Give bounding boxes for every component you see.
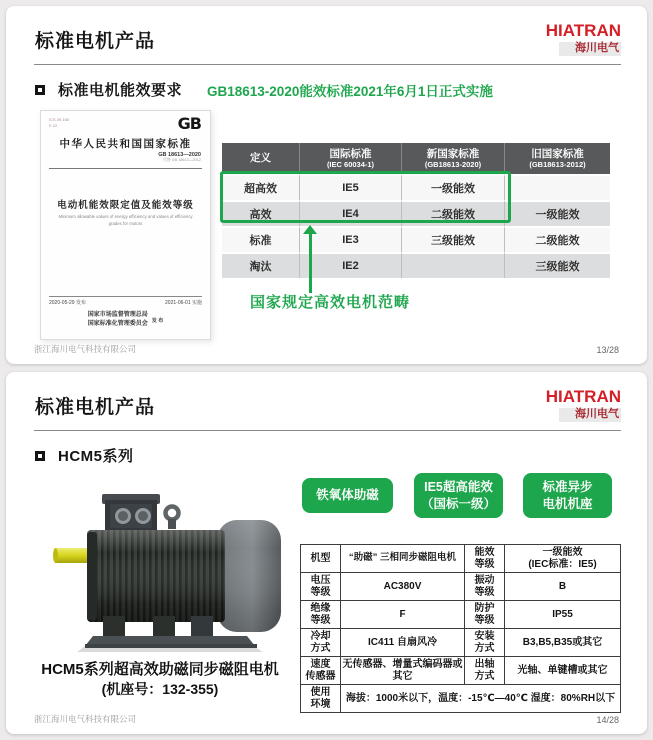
feature-badge-ie5: IE5超高能效 （国标一级） — [414, 473, 503, 518]
cover-doc-title: 电动机能效限定值及能效等级 — [57, 200, 194, 211]
page-number: 13/28 — [596, 345, 619, 355]
cover-replaces: 代替 GB 18613—2012 — [163, 158, 201, 162]
slide-title: 标准电机产品 — [35, 397, 156, 418]
section-header — [35, 445, 134, 466]
header-divider — [34, 64, 621, 65]
logo-company-name: 海川电气 — [559, 42, 621, 56]
feature-badge-ferrite: 铁氧体助磁 — [302, 478, 393, 513]
spec-label: 电压 等级 — [301, 573, 341, 601]
t1-header-definition: 定义 — [222, 143, 300, 174]
highlight-box — [220, 171, 511, 223]
t1-cell: 高效 — [222, 200, 300, 226]
t1-cell: 标准 — [222, 226, 300, 252]
spec-row — [301, 657, 621, 685]
spec-row — [301, 573, 621, 601]
spec-value: B — [505, 573, 621, 601]
t1-cell: 三级能效 — [402, 226, 505, 252]
logo-company-name: 海川电气 — [559, 408, 621, 422]
t1-cell: IE2 — [300, 252, 402, 278]
t1-cell: 二级能效 — [505, 226, 610, 252]
motor-illustration — [41, 488, 291, 656]
section-title: 标准电机能效要求 — [58, 82, 183, 99]
spec-row — [301, 629, 621, 657]
spec-label: 出轴 方式 — [465, 657, 505, 685]
spec-row — [301, 685, 621, 713]
square-bullet-icon — [35, 85, 45, 95]
logo-brand-text: HIATRAN — [545, 21, 621, 40]
spec-value: “助磁” 三相同步磁阻电机 — [341, 545, 465, 573]
section-header — [35, 79, 493, 100]
t1-cell: 一级能效 — [505, 200, 610, 226]
slide-13 — [6, 6, 647, 364]
spec-value: B3,B5,B35或其它 — [505, 629, 621, 657]
t1-cell — [402, 252, 505, 278]
gb-logo: GB — [177, 114, 201, 133]
spec-value: F — [341, 601, 465, 629]
t1-cell: IE5 — [300, 174, 402, 200]
motor-caption: HCM5系列超高效助磁同步磁阻电机 (机座号：132-355) — [41, 661, 279, 697]
cover-issue-date: 2020-05-29 发布 — [49, 300, 86, 306]
spec-label: 冷却 方式 — [301, 629, 341, 657]
spec-row — [301, 545, 621, 573]
footer-company: 浙江海川电气科技有限公司 — [34, 714, 137, 724]
t1-header-old-national: 旧国家标准 (GB18613-2012) — [505, 143, 610, 174]
spec-value: IC411 自扇风冷 — [341, 629, 465, 657]
t1-cell: 二级能效 — [402, 200, 505, 226]
t1-header-international: 国际标准 (IEC 60034-1) — [300, 143, 402, 174]
spec-label: 速度 传感器 — [301, 657, 341, 685]
company-logo — [546, 388, 621, 422]
gb-standard-cover — [40, 110, 211, 340]
t1-cell: IE4 — [300, 200, 402, 226]
section-title: HCM5系列 — [58, 448, 134, 465]
t1-cell: 淘汰 — [222, 252, 300, 278]
section-note: GB18613-2020能效标准2021年6月1日正式实施 — [207, 83, 493, 99]
t1-cell — [505, 174, 610, 200]
spec-label: 机型 — [301, 545, 341, 573]
spec-value: 无传感器、增量式编码器或其它 — [341, 657, 465, 685]
spec-label: 能效 等级 — [465, 545, 505, 573]
t1-cell: 一级能效 — [402, 174, 505, 200]
spec-label: 绝缘 等级 — [301, 601, 341, 629]
page-number: 14/28 — [596, 715, 619, 725]
spec-label: 使用 环境 — [301, 685, 341, 713]
cover-standard-number: GB 18613—2020 代替 GB 18613—2012 — [158, 152, 201, 162]
t1-header-new-national: 新国家标准 (GB18613-2020) — [402, 143, 505, 174]
spec-table — [300, 544, 621, 713]
spec-value: IP55 — [505, 601, 621, 629]
spec-value: 一级能效 (IEC标准：IE5) — [505, 545, 621, 573]
annotation-text: 国家规定高效电机范畴 — [250, 294, 411, 311]
square-bullet-icon — [35, 451, 45, 461]
cover-doc-subtitle-en: Minimum allowable values of energy efficiency and values of efficiency grades for motors — [58, 214, 193, 226]
spec-value: 光轴、单键槽或其它 — [505, 657, 621, 685]
cover-ics-codes: ICS 29.160 K 22 — [49, 117, 70, 128]
spec-row — [301, 601, 621, 629]
spec-label: 安装 方式 — [465, 629, 505, 657]
spec-value: 海拔：1000米以下，温度：-15℃—40℃ 湿度：80%RH以下 — [341, 685, 621, 713]
up-arrow-line — [309, 233, 312, 293]
header-divider — [34, 430, 621, 431]
footer-company: 浙江海川电气科技有限公司 — [34, 344, 137, 354]
t1-cell: IE3 — [300, 226, 402, 252]
company-logo — [546, 22, 621, 56]
logo-brand-text: HIATRAN — [545, 387, 621, 406]
cover-issuers: 国家市场监督管理总局 国家标准化管理委员会 发 布 — [87, 312, 164, 327]
cover-rule-bottom — [49, 296, 202, 297]
cover-issue-label: 发 布 — [151, 317, 164, 324]
spec-label: 防护 等级 — [465, 601, 505, 629]
slide-14 — [6, 372, 647, 734]
cover-rule-top — [49, 168, 202, 169]
feature-badge-frame: 标准异步 电机机座 — [523, 473, 612, 518]
cover-implement-date: 2021-06-01 实施 — [165, 300, 202, 306]
cover-country-header: 中华人民共和国国家标准 — [59, 139, 192, 150]
spec-label: 振动 等级 — [465, 573, 505, 601]
motor-image — [41, 488, 291, 656]
t1-cell: 超高效 — [222, 174, 300, 200]
spec-value: AC380V — [341, 573, 465, 601]
t1-cell: 三级能效 — [505, 252, 610, 278]
slide-title: 标准电机产品 — [35, 31, 156, 52]
